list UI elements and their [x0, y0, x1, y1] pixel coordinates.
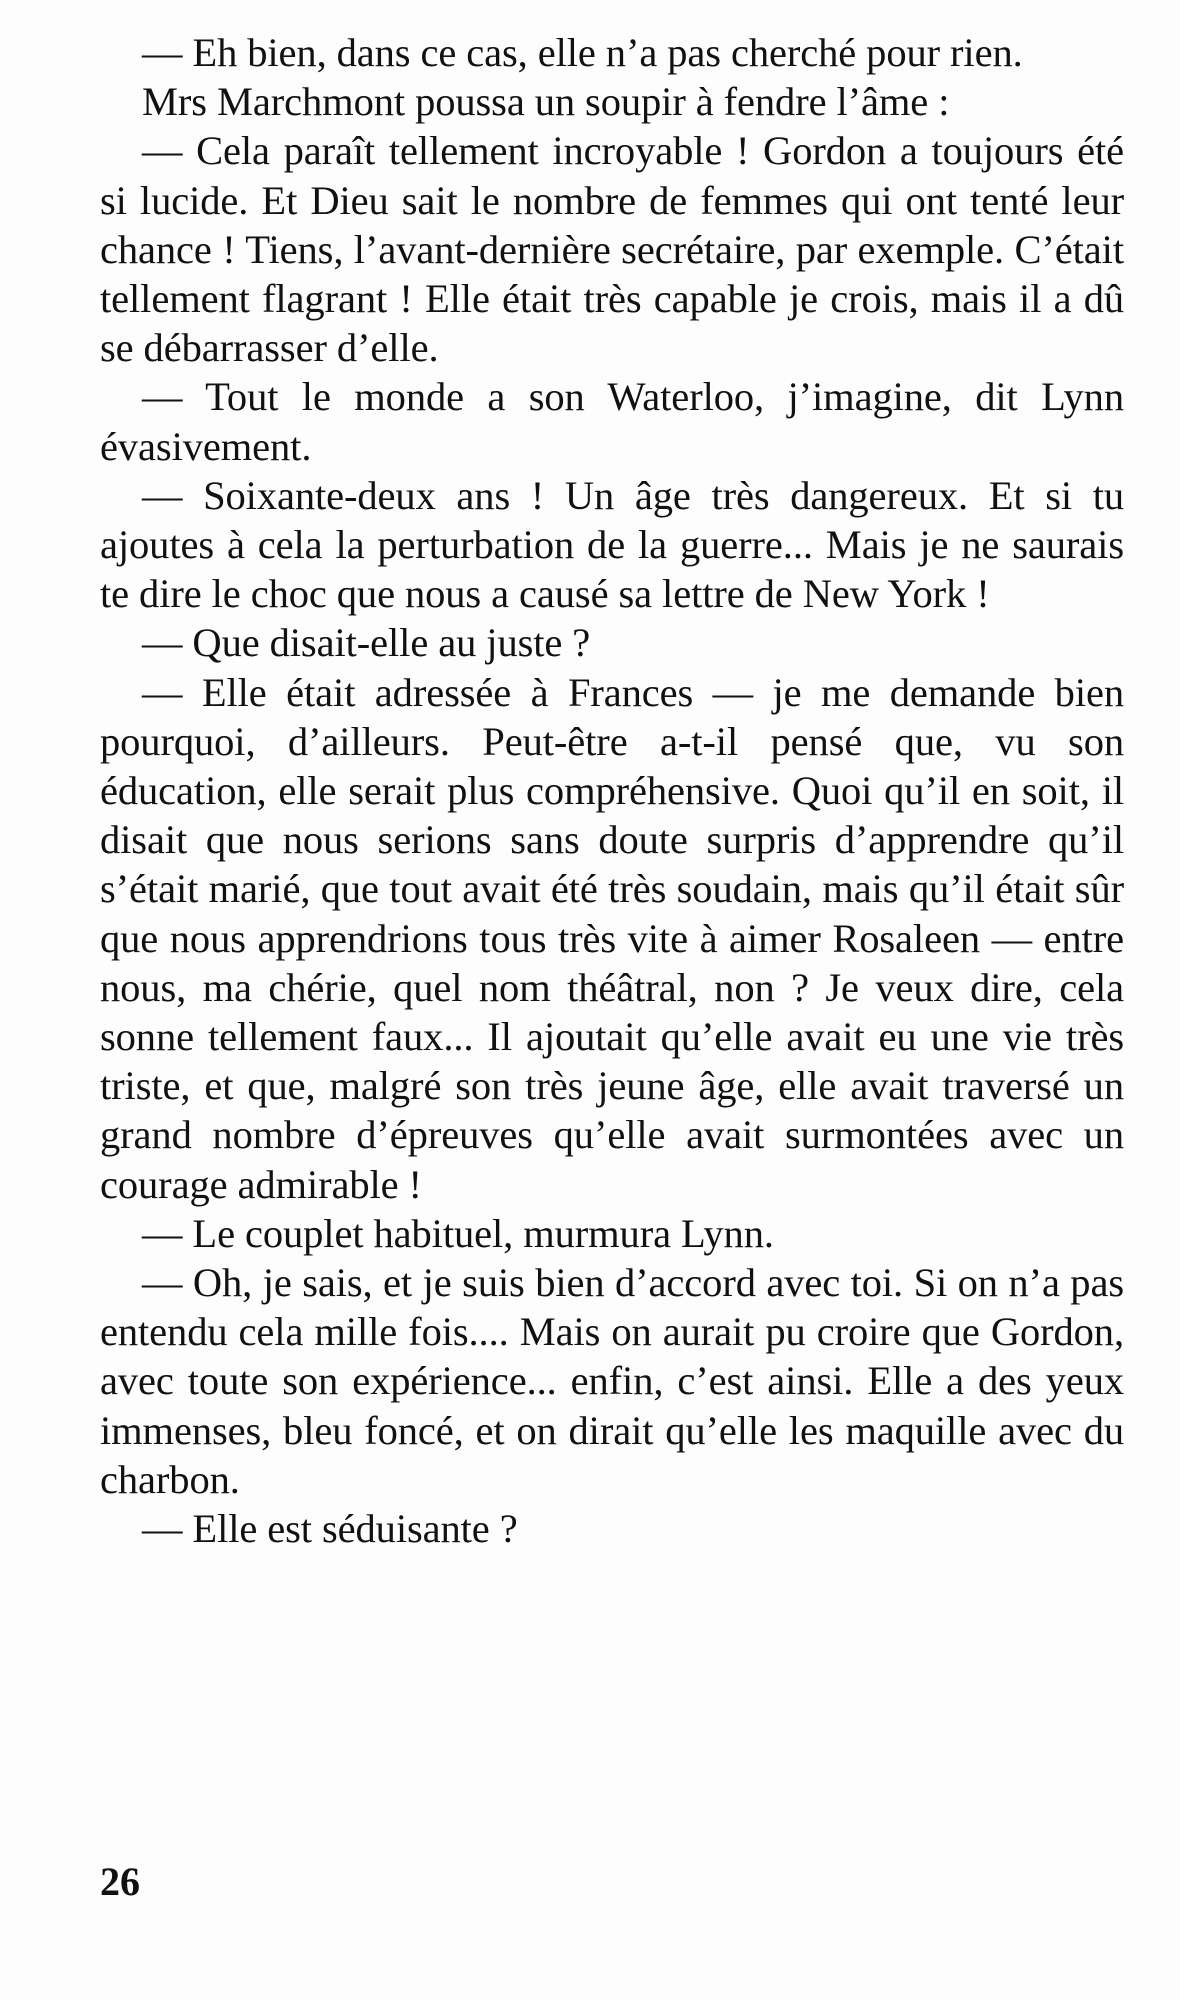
paragraph-10: — Elle est séduisante ? — [142, 1506, 518, 1552]
paragraph-7: — Elle était adressée à Frances — je me demande bien pourquoi, d’ailleurs. Peut-être a-t-il pensé que, vu son éducation, elle serait plus compréhensive. Quoi qu’il en soit, il disait que nous serions sans doute surpris d’apprendre qu’il s’était marié, que tout avait été très soudain, mais qu’il était sûr que nous apprendrions tous très vite à aimer Rosaleen — entre nous, ma chérie, quel nom théâtral, non ? Je veux dire, cela sonne tellement faux... Il ajoutait qu’elle avait eu une vie très triste, et que, malgré son très jeune âge, elle avait traversé un grand nombre d’épreuves qu’elle avait surmontées avec un courage admirable ! — [100, 669, 1124, 1207]
paragraph-6: — Que disait-elle au juste ? — [142, 620, 591, 666]
paragraph-2: Mrs Marchmont poussa un soupir à fendre l’âme : — [142, 79, 950, 125]
paragraph-3: — Cela paraît tellement incroyable ! Gordon a toujours été si lucide. Et Dieu sait le nombre de femmes qui ont tenté leur chance ! Tiens, l’avant-dernière secrétaire, par exemple. C’était tellement flagrant ! Elle était très capable je crois, mais il a dû se débarrasser d’elle. — [100, 128, 1124, 371]
body-text — [100, 28, 1124, 1553]
paragraph-1: — Eh bien, dans ce cas, elle n’a pas cherché pour rien. — [142, 30, 1023, 75]
paragraph-4: — Tout le monde a son Waterloo, j’imagine, dit Lynn évasivement. — [100, 374, 1124, 469]
paragraph-8: — Le couplet habituel, murmura Lynn. — [142, 1210, 774, 1256]
page-number: 26 — [100, 1859, 140, 1904]
paragraph-5: — Soixante-deux ans ! Un âge très dangereux. Et si tu ajoutes à cela la perturbation de la guerre... Mais je ne saurais te dire le choc que nous a causé sa lettre de New York ! — [100, 472, 1124, 617]
paragraph-9: — Oh, je sais, et je suis bien d’accord avec toi. Si on n’a pas entendu cela mille fois.... Mais on aurait pu croire que Gordon, avec toute son expérience... enfin, c’est ainsi. Elle a des yeux immenses, bleu foncé, et on dirait qu’elle les maquille avec du charbon. — [100, 1260, 1124, 1502]
